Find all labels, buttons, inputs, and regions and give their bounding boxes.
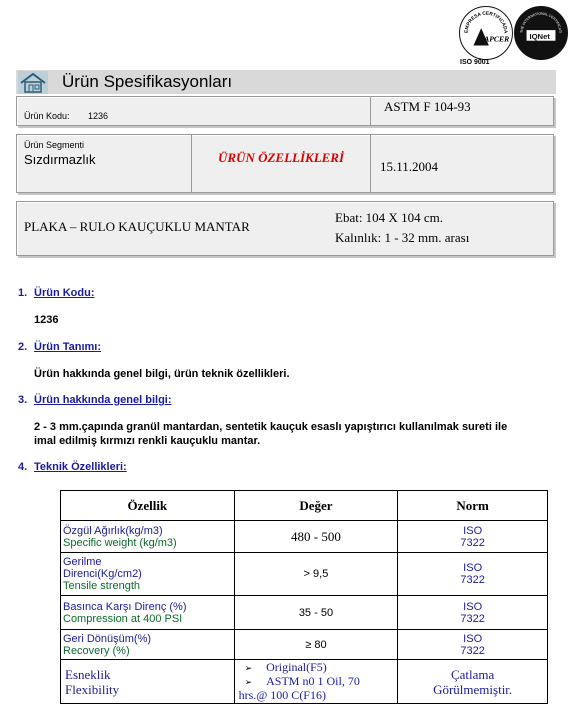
norm-line: ISO	[463, 562, 483, 574]
section-3-body-line-2: imal edilmiş kırmızı renkli kauçuklu mantar.	[34, 435, 261, 447]
property-en: Flexibility	[65, 681, 120, 697]
property-en: Compression at 400 PSI	[63, 612, 183, 625]
section-4-title: Teknik Özellikleri:	[34, 461, 127, 473]
section-1-heading: 1. Ürün Kodu:	[18, 287, 95, 299]
property-en: Specific weight (kg/m3)	[63, 536, 177, 549]
table-row	[61, 660, 548, 704]
spec-date: 15.11.2004	[380, 159, 439, 174]
norm-line: Görülmemiştir.	[433, 681, 513, 697]
norm-line: 7322	[460, 612, 485, 625]
apcer-ring-text: EMPRESA CERTIFICADA	[464, 11, 508, 34]
iqnet-ring-text: THE INTERNATIONAL CERTIFICATI	[519, 11, 563, 34]
iqnet-mark: IQNet	[529, 31, 550, 41]
section-1-body: 1236	[34, 314, 59, 326]
astm-standard: ASTM F 104-93	[384, 99, 471, 114]
table-row	[61, 596, 548, 630]
property-en: Tensile strength	[63, 580, 141, 592]
header-norm: Norm	[398, 491, 548, 521]
table-row	[61, 521, 548, 553]
svg-text:THE INTERNATIONAL CERTIFICATIO	[515, 7, 562, 33]
header-value: Değer	[234, 491, 398, 521]
norm-line: ISO	[463, 600, 483, 613]
value-cell: ≥ 80	[234, 630, 398, 660]
section-2-title: Ürün Tanımı:	[34, 341, 102, 353]
property-tr: Basınca Karşı Direnç (%)	[63, 600, 187, 613]
product-thickness: Kalınlık: 1 - 32 mm. arası	[335, 230, 470, 245]
apcer-mark: APCER	[484, 34, 510, 44]
value-cell: > 9,5	[234, 553, 398, 596]
product-features-title: ÜRÜN ÖZELLİKLERİ	[218, 150, 345, 165]
segment-label: Ürün Segmenti	[24, 140, 85, 150]
section-3-body-line-1: 2 - 3 mm.çapında granül mantardan, sentetik kauçuk esaslı yapıştırıcı kullanılmak sureti ile	[34, 421, 508, 433]
norm-line: ISO	[463, 524, 483, 537]
spec-table	[60, 490, 548, 704]
header-property: Özellik	[61, 491, 235, 521]
product-size: Ebat: 104 X 104 cm.	[335, 210, 443, 225]
table-row	[61, 553, 548, 596]
value-cell: 35 - 50	[234, 596, 398, 630]
page-title: Ürün Spesifikasyonları	[62, 72, 233, 91]
value-cell: 480 - 500	[234, 521, 398, 553]
property-tr: Direnci(Kg/cm2)	[63, 568, 142, 580]
table-row	[61, 630, 548, 660]
svg-text:EMPRESA CERTIFICADA	[464, 11, 509, 35]
spec-table-header-row	[61, 491, 548, 521]
iqnet-certification-logo	[514, 6, 568, 60]
product-code-label: Ürün Kodu:	[24, 111, 70, 121]
value-list-item: ➢ Original(F5)	[239, 661, 394, 675]
section-2-body: Ürün hakkında genel bilgi, ürün teknik özellikleri.	[34, 368, 290, 380]
section-4-heading: 4. Teknik Özellikleri:	[18, 461, 127, 473]
norm-line: Çatlama	[450, 666, 495, 682]
property-tr: Geri Dönüşüm(%)	[63, 632, 152, 645]
property-en: Recovery (%)	[63, 644, 130, 657]
property-tr: Gerilme	[63, 556, 102, 568]
norm-line: 7322	[460, 644, 485, 657]
house-icon	[18, 71, 48, 94]
value-list-tail: hrs.@ 100 C(F16)	[238, 688, 326, 702]
apcer-certification-logo	[459, 6, 513, 60]
norm-line: 7322	[460, 536, 485, 549]
section-2-heading: 2. Ürün Tanımı:	[18, 341, 102, 353]
section-3-heading: 3. Ürün hakkında genel bilgi:	[18, 394, 172, 406]
segment-value: Sızdırmazlık	[24, 152, 96, 167]
property-tr: Esneklik	[65, 666, 111, 682]
norm-line: ISO	[463, 632, 483, 645]
section-1-title: Ürün Kodu:	[34, 287, 95, 299]
value-list-item: ➢ ASTM n0 1 Oil, 70	[239, 675, 394, 689]
section-3-title: Ürün hakkında genel bilgi:	[34, 394, 172, 406]
property-tr: Özgül Ağırlık(kg/m3)	[63, 524, 163, 537]
iso-9001-label: ISO 9001	[460, 59, 490, 66]
product-name: PLAKA – RULO KAUÇUKLU MANTAR	[24, 219, 250, 234]
norm-line: 7322	[460, 574, 485, 586]
product-code-value: 1236	[88, 111, 109, 121]
